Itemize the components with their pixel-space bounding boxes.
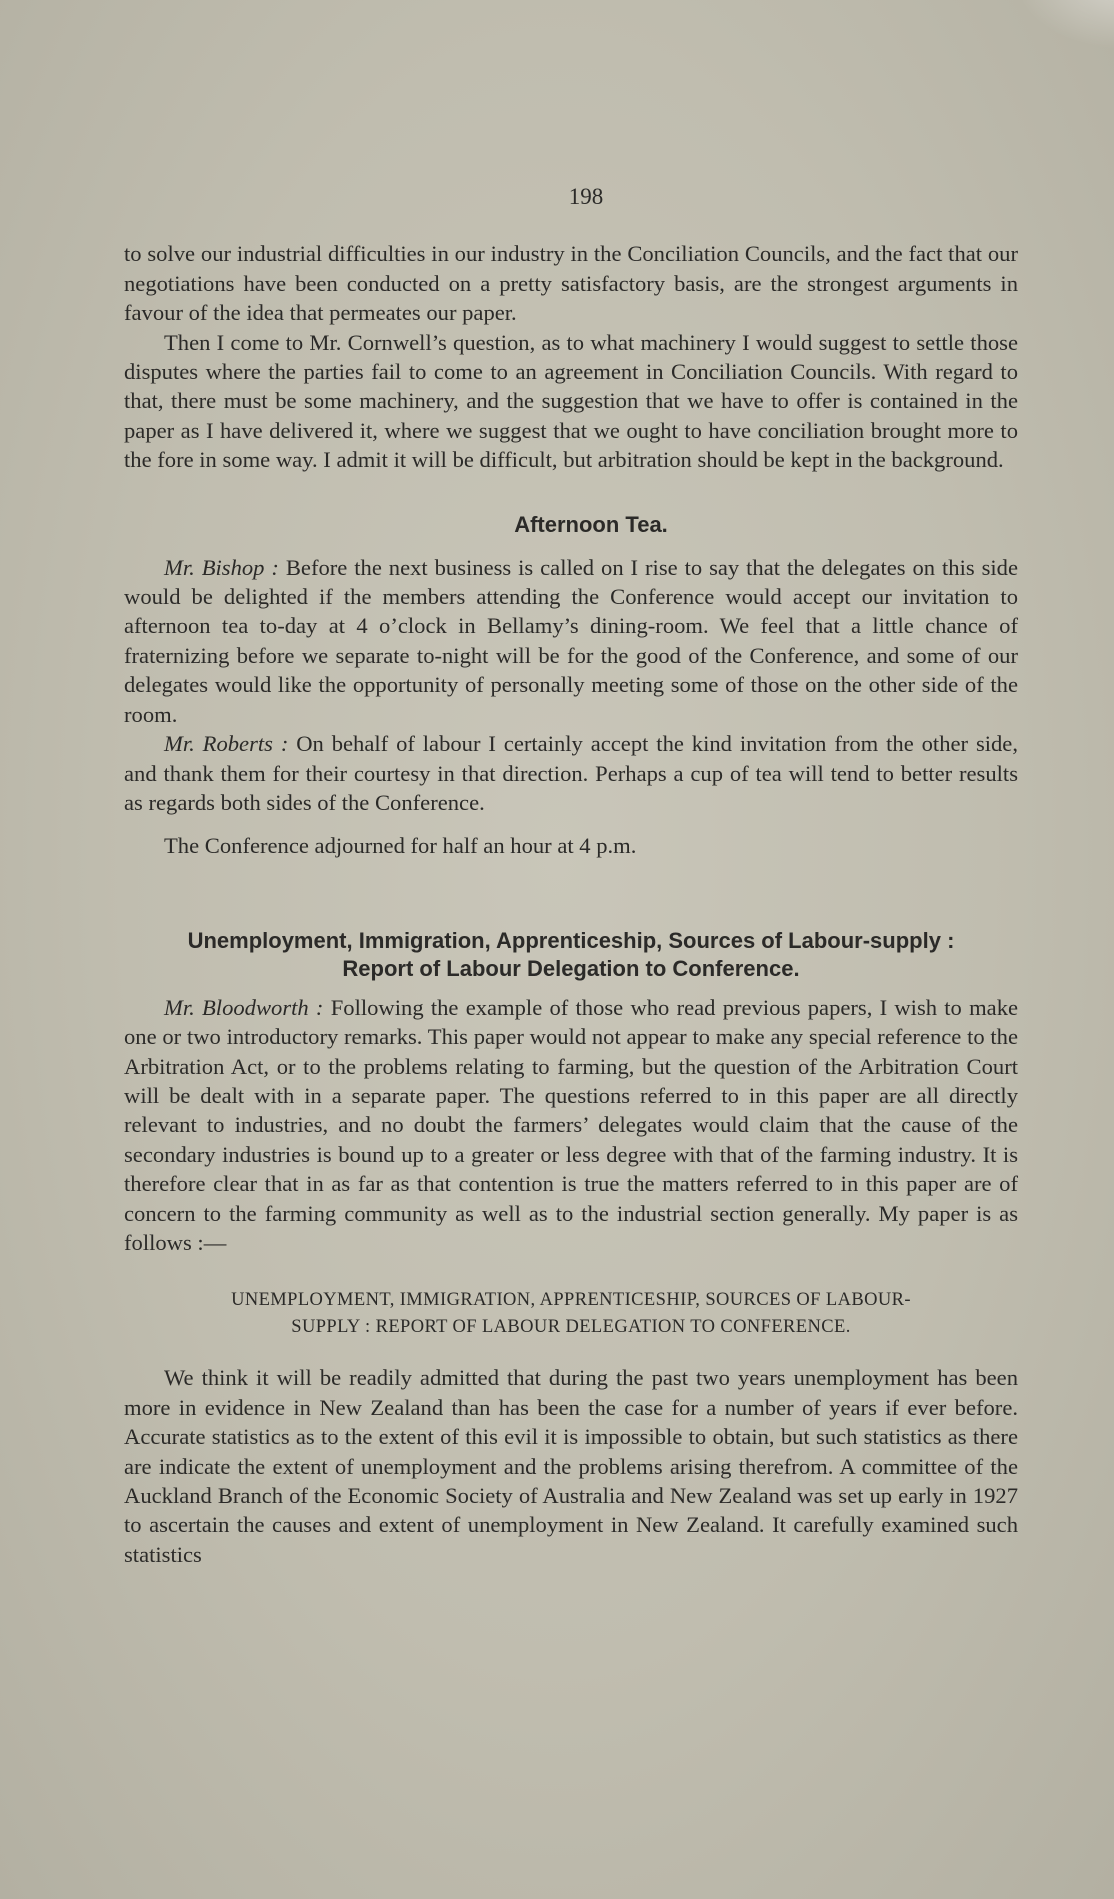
paragraph-report-body: We think it will be readily admitted that during the past two years unemployment has been more in evidence in New Zealand than has been the case for a number of years if ever before. Accurate statistics as to the extent of this evil it is impossible to obtain, but such statistics as there are indicate the extent of unemployment and the problems arising therefrom. A committee of the Auckland Branch of the Economic Society of Australia and New Zealand was set up early in 1927 to ascertain the causes and extent of unemployment in New Zealand. It carefully examined such statistics bbox=[124, 1365, 1018, 1567]
paragraph-adjourned: The Conference adjourned for half an hour at 4 p.m. bbox=[164, 833, 637, 859]
speech-roberts: On behalf of labour I certainly accept the kind invitation from the other side, and thank them for their courtesy in that direction. Perhaps a cup of tea will tend to better results as regards both sides of the Conference. bbox=[124, 731, 1018, 815]
page-content bbox=[124, 182, 1018, 1569]
page-corner-highlight bbox=[1014, 0, 1114, 50]
paragraph-bloodworth bbox=[124, 993, 1018, 1258]
paragraph-roberts bbox=[124, 729, 1018, 817]
paragraph-continuation: to solve our industrial difficulties in our industry in the Conciliation Councils, and the fact that our negotiations have been conducted on a pretty satisfactory basis, are the strongest arguments in favour of the idea that permeates our paper. bbox=[124, 241, 1018, 326]
speech-bloodworth: Following the example of those who read previous papers, I wish to make one or two introductory remarks. This paper would not appear to make any special reference to the Arbitration Act, or to the problems relating to farming, but the question of the Arbitration Court will be dealt with in a separate paper. The questions referred to in this paper are all directly relevant to industries, and no doubt the farmers’ delegates would claim that the cause of the secondary industries is bound up to a greater or less degree with that of the farming industry. It is therefore clear that in as far as that contention is true the matters referred to in this paper are of concern to the farming community as well as to the industrial section generally. My paper is as follows :— bbox=[124, 994, 1019, 1255]
speech-bishop: Before the next business is called on I rise to say that the delegates on this side would be delighted if the members attending the Conference would accept our invitation to afternoon tea to-day at 4 o’clock in Bellamy’s dining-room. We feel that a little chance of fraternizing before we separate to-night will be for the good of the Conference, and some of our delegates would like the opportunity of personally meeting some of those on the other side of the room. bbox=[124, 554, 1018, 727]
report-caps-heading-line1: UNEMPLOYMENT, IMMIGRATION, APPRENTICESHIP, SOURCES OF LABOUR- bbox=[231, 1290, 911, 1311]
page-number: 198 bbox=[568, 184, 604, 209]
paragraph-bishop bbox=[124, 553, 1018, 729]
heading-unemployment-line1: Unemployment, Immigration, Apprenticeship, Sources of Labour-supply : bbox=[187, 927, 955, 953]
report-caps-heading bbox=[124, 1287, 1018, 1341]
heading-unemployment-report bbox=[124, 927, 1018, 983]
report-caps-heading-line2: SUPPLY : REPORT OF LABOUR DELEGATION TO CONFERENCE. bbox=[291, 1317, 851, 1338]
paragraph-cornwell-question: Then I come to Mr. Cornwell’s question, as to what machinery I would suggest to settle those disputes where the parties fail to come to an agreement in Conciliation Councils. With regard to that, there must be some machinery, and the suggestion that we have to offer is contained in the paper as I have delivered it, where we suggest that we ought to have conciliation brought more to the fore in some way. I admit it will be difficult, but arbitration should be kept in the background. bbox=[124, 329, 1018, 473]
heading-unemployment-line2: Report of Labour Delegation to Conference. bbox=[342, 955, 800, 981]
speaker-bloodworth: Mr. Bloodworth : bbox=[164, 994, 324, 1020]
speaker-bishop: Mr. Bishop : bbox=[164, 554, 279, 580]
speaker-roberts: Mr. Roberts : bbox=[164, 731, 289, 757]
heading-afternoon-tea: Afternoon Tea. bbox=[514, 511, 668, 537]
